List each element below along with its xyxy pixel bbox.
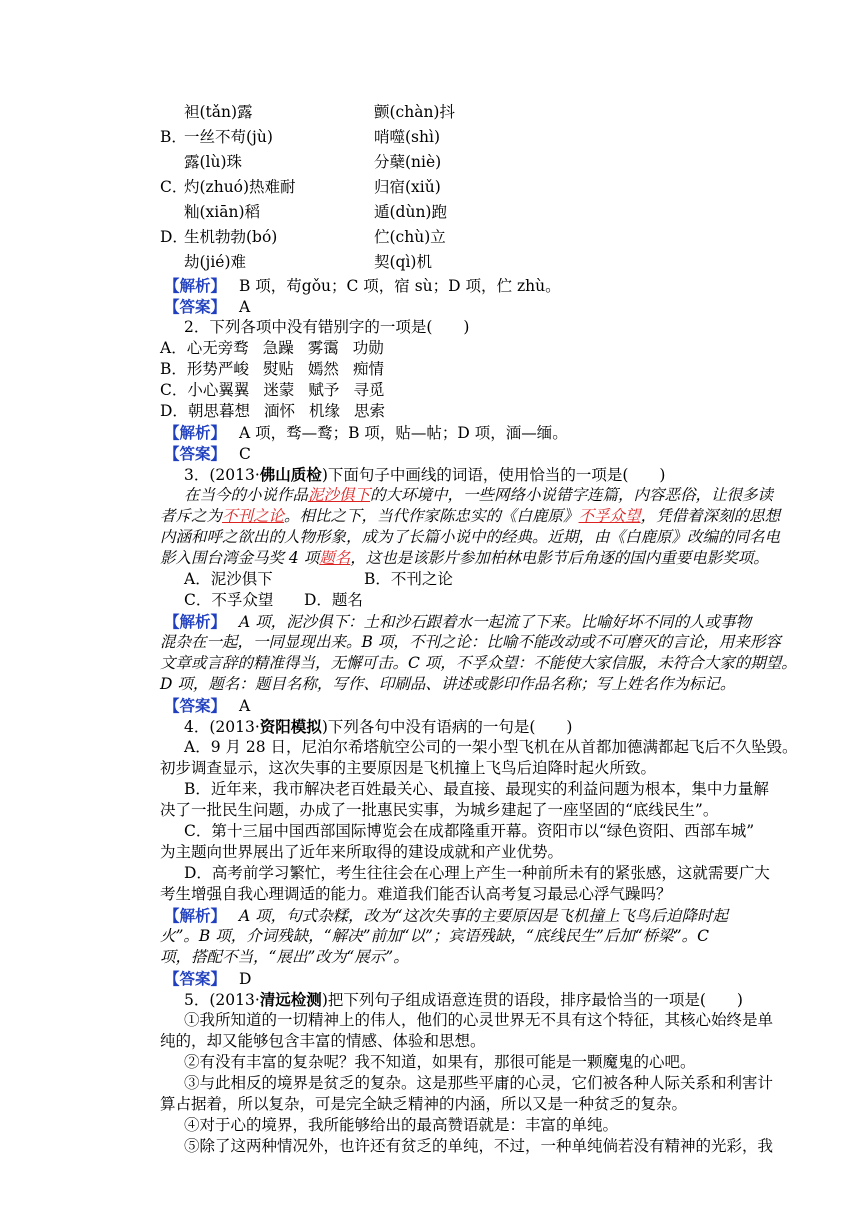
q2-d-item: 湎怀: [263, 402, 295, 420]
q2-b-item: 形势严峻: [186, 360, 249, 378]
q1-option-b-line2: [160, 150, 740, 175]
q2-option-b: [160, 359, 740, 380]
analysis-tag: 【解析】: [164, 276, 227, 295]
q3-stem: [160, 464, 740, 485]
q3-option-d: D．题名: [304, 591, 363, 609]
q1-c1-left: 灼(zhuó)热难耐: [184, 178, 296, 196]
q2-a-item: 急躁: [262, 339, 294, 357]
q1-d2-right: 契(qì)机: [374, 253, 432, 271]
q3-p1-b: 的大环境中，一些网络小说错字连篇，内容恶俗，让很多读: [370, 486, 774, 504]
q1-analysis-text: B 项，苟gǒu；C 项，宿 sù；D 项，伫 zhù。: [238, 277, 561, 295]
q1-d1-right: 伫(chù)立: [374, 228, 446, 246]
q5-sentence-2: ②有没有丰富的复杂呢？我不知道，如果有，那很可能是一颗魔鬼的心吧。: [184, 1053, 696, 1071]
q5-sentence-3-line1: ③与此相反的境界是贫乏的复杂。这是那些平庸的心灵，它们被各种人际关系和利害计: [184, 1074, 774, 1092]
q3-options-cd: [160, 590, 740, 611]
q3-answer-text: A: [238, 697, 251, 715]
q2-c-item: 迷蒙: [263, 381, 295, 399]
q1-b1-left: 一丝不苟(jù): [184, 128, 273, 146]
q1-option-a-line2: [160, 100, 740, 125]
q4-analysis-line3: 项，搭配不当，“展出”改为“展示”。: [160, 948, 409, 966]
q3-underlined-2: 不刊之论: [222, 507, 285, 525]
q2-analysis-text: A 项，骛—鹜；B 项，贴—帖；D 项，湎—缅。: [238, 424, 568, 442]
answer-tag: 【答案】: [164, 696, 227, 715]
q3-analysis-text: A 项，泥沙俱下：土和沙石跟着水一起流了下来。比喻好坏不同的人或事物: [238, 613, 752, 631]
q2-d-item: 思索: [353, 402, 385, 420]
q3-source: 佛山质检: [259, 465, 322, 484]
q4-option-c-line2: 为主题向世界展出了近年来所取得的建设成就和产业优势。: [160, 843, 564, 861]
q1-b2-left: 露(lù)珠: [184, 153, 243, 171]
q3-p2-c: ，凭借着深刻的思想: [640, 507, 781, 525]
q1-a2-left: 袒(tǎn)露: [184, 103, 253, 121]
q1-b-label: B．: [160, 128, 187, 146]
q5-sentence-1-line1: ①我所知道的一切精神上的伟人，他们的心灵世界无不具有这个特征，其核心始终是单: [184, 1011, 774, 1029]
q4-answer: [160, 968, 740, 989]
q3-p1-a: 在当今的小说作品: [184, 486, 309, 504]
analysis-tag: 【解析】: [164, 612, 227, 631]
q1-b1-right: 哨噬(shì): [374, 128, 440, 146]
q2-d-item: 机缘: [308, 402, 340, 420]
q3-analysis-line2: 混杂在一起，一同显现出来。B 项，不刊之论：比喻不能改动或不可磨灭的言论，用来形容: [160, 633, 781, 651]
q3-analysis-line3: 文章或言辞的精准得当，无懈可击。C 项，不孚众望：不能使大家信服，未符合大家的期望。: [160, 654, 797, 672]
q2-c-item: 寻觅: [353, 381, 385, 399]
q4-analysis-line1: [160, 905, 740, 926]
answer-tag: 【答案】: [164, 297, 227, 316]
q4-num: 4．(2013·: [184, 718, 260, 736]
q4-option-b-line1: B．近年来，我市解决老百姓最关心、最直接、最现实的利益问题为根本，集中力量解: [184, 780, 769, 798]
q2-option-a: [160, 338, 740, 359]
q1-option-c-line1: [160, 175, 740, 200]
q2-analysis: [160, 422, 740, 443]
q1-d1-left: 生机勃勃(bó): [184, 228, 278, 246]
q2-a-item: 功勋: [352, 339, 384, 357]
q1-answer: [160, 296, 740, 317]
answer-tag: 【答案】: [164, 444, 227, 463]
q4-stem-rest: )下列各句中没有语病的一句是( ): [321, 718, 573, 736]
q1-c-label: C．: [160, 178, 188, 196]
q1-option-c-line2: [160, 200, 740, 225]
q4-analysis-text: A 项，句式杂糅，改为“这次失事的主要原因是飞机撞上飞鸟后迫降时起: [238, 907, 729, 925]
q2-b-item: 嫣然: [307, 360, 339, 378]
answer-tag: 【答案】: [164, 969, 227, 988]
q1-answer-text: A: [238, 298, 251, 316]
q1-c2-right: 遁(dùn)跑: [374, 203, 447, 221]
q3-passage-line3: 内涵和呼之欲出的人物形象，成为了长篇小说中的经典。近期，由《白鹿原》改编的同名电: [160, 528, 781, 546]
q3-option-c: C．不孚众望: [184, 591, 274, 609]
q3-analysis-line1: [160, 611, 752, 632]
q5-sentence-5: ⑤除了这两种情况外，也许还有贫乏的单纯，不过，一种单纯倘若没有精神的光彩，我: [184, 1137, 774, 1155]
q1-d-label: D．: [160, 228, 188, 246]
q5-num: 5．(2013·: [184, 991, 260, 1009]
q2-a-item: 心无旁骛: [186, 339, 249, 357]
q2-b-item: 痴情: [352, 360, 384, 378]
q4-option-a-line2: 初步调查显示，这次失事的主要原因是飞机撞上飞鸟后迫降时起火所致。: [160, 759, 657, 777]
q3-analysis-line4: D 项，题名：题目名称，写作、印刷品、讲述或影印作品名称；写上姓名作为标记。: [160, 675, 736, 693]
q3-answer: [160, 695, 740, 716]
q5-sentence-4: ④对于心的境界，我所能够给出的最高赞语就是：丰富的单纯。: [184, 1116, 619, 1134]
q3-passage-line4: [160, 548, 769, 569]
q5-sentence-1-line2: 纯的，却又能够包含丰富的情感、体验和思想。: [160, 1032, 486, 1050]
q1-analysis: [160, 275, 740, 296]
q2-option-d: [160, 401, 740, 422]
q2-b-item: 熨贴: [262, 360, 294, 378]
q4-option-b-line2: 决了一批民生问题，办成了一批惠民实事，为城乡建起了一座坚固的“底线民生”。: [160, 801, 719, 819]
q3-p4-a: 影入围台湾金马奖 4 项: [160, 549, 320, 567]
q5-stem: [160, 989, 743, 1010]
q4-source: 资阳模拟: [259, 717, 322, 736]
q1-option-d-line1: [160, 225, 740, 250]
q3-num: 3．(2013·: [184, 466, 260, 484]
q4-option-d-line1: D．高考前学习繁忙，考生往往会在心理上产生一种前所未有的紧张感，这就需要广大: [184, 864, 770, 882]
q2-d-item: 朝思暮想: [187, 402, 250, 420]
q1-option-d-line2: [160, 250, 740, 275]
q3-passage-line2: [160, 506, 781, 527]
analysis-tag: 【解析】: [164, 423, 227, 442]
q3-p2-a: 者斥之为: [160, 507, 223, 525]
q3-underlined-1: 泥沙俱下: [308, 486, 371, 504]
q2-a-label: A．: [160, 339, 187, 357]
q2-a-item: 雾霭: [307, 339, 339, 357]
document-content: [160, 100, 798, 1157]
q1-d2-left: 劫(jié)难: [184, 253, 247, 271]
q1-option-b-line1: [160, 125, 740, 150]
q2-c-label: C．: [160, 381, 188, 399]
q3-underlined-3: 不孚众望: [578, 507, 641, 525]
q1-a2-right: 颤(chàn)抖: [374, 103, 455, 121]
q2-answer: [160, 443, 740, 464]
q3-option-b: B．不刊之论: [364, 570, 453, 588]
q4-stem: [160, 716, 740, 737]
q2-option-c: [160, 380, 740, 401]
q2-b-label: B．: [160, 360, 187, 378]
q3-passage-line1: [160, 485, 774, 506]
q4-option-a-line1: A．9 月 28 日，尼泊尔希塔航空公司的一架小型飞机在从首都加德满都起飞后不久坠毁。: [184, 738, 798, 756]
analysis-tag: 【解析】: [164, 906, 227, 925]
q2-d-label: D．: [160, 402, 188, 420]
q4-option-c-line1: C．第十三届中国西部国际博览会在成都隆重开幕。资阳市以“绿色资阳、西部车城”: [184, 822, 755, 840]
q2-c-item: 小心翼翼: [187, 381, 250, 399]
q5-stem-rest: )把下列句子组成语意连贯的语段，排序最恰当的一项是( ): [321, 991, 743, 1009]
q5-source: 清远检测: [259, 990, 322, 1009]
q3-p4-b: ，这也是该影片参加柏林电影节后角逐的国内重要电影奖项。: [350, 549, 769, 567]
q1-c2-left: 籼(xiān)稻: [184, 203, 261, 221]
q2-answer-text: C: [238, 445, 251, 463]
q4-option-d-line2: 考生增强自我心理调适的能力。难道我们能否认高考复习最忌心浮气躁吗？: [160, 885, 672, 903]
q5-sentence-3-line2: 算占据着，所以复杂，可是完全缺乏精神的内涵，所以又是一种贫乏的复杂。: [160, 1095, 688, 1113]
q4-analysis-line2: 火”。B 项，介词残缺，“解决”前加“以”；宾语残缺，“底线民生”后加“桥梁”。C: [160, 927, 709, 945]
q2-stem: 2．下列各项中没有错别字的一项是( ): [184, 318, 470, 336]
q3-p2-b: 。相比之下，当代作家陈忠实的《白鹿原》: [284, 507, 579, 525]
q3-underlined-4: 题名: [319, 549, 351, 567]
q2-c-item: 赋予: [308, 381, 340, 399]
q1-b2-right: 分蘖(niè): [374, 153, 442, 171]
q3-options-ab: [160, 569, 740, 590]
q1-c1-right: 归宿(xiǔ): [374, 178, 441, 196]
q4-answer-text: D: [238, 970, 252, 988]
q3-option-a: A．泥沙俱下: [184, 570, 273, 588]
q3-stem-rest: )下面句子中画线的词语，使用恰当的一项是( ): [321, 466, 666, 484]
